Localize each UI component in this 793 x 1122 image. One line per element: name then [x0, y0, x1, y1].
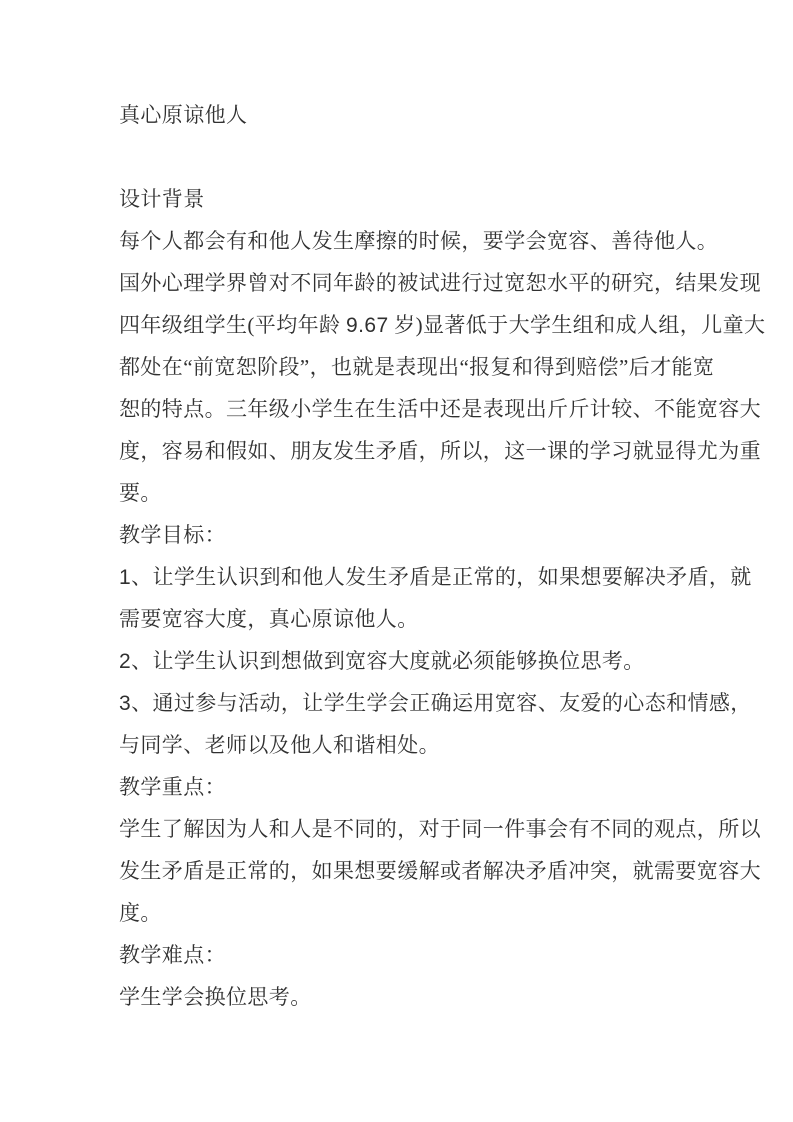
text-line: 度，容易和假如、朋友发生矛盾，所以，这一课的学习就显得尤为重 — [119, 439, 761, 463]
text-line: 度。 — [119, 901, 162, 925]
text-line: 学生学会换位思考。 — [119, 985, 312, 1009]
text-line: 恕的特点。三年级小学生在生活中还是表现出斤斤计较、不能宽容大 — [119, 397, 761, 421]
text-line: 2、让学生认识到想做到宽容大度就必须能够换位思考。 — [119, 649, 645, 673]
section-heading: 设计背景 — [119, 187, 205, 211]
numeral: 9.67 — [346, 314, 389, 337]
text-line: 发生矛盾是正常的，如果想要缓解或者解决矛盾冲突，就需要宽容大 — [119, 859, 761, 883]
blank-line — [119, 136, 679, 178]
text-line: 每个人都会有和他人发生摩擦的时候，要学会宽容、善待他人。 — [119, 229, 719, 253]
text-line: 学生了解因为人和人是不同的，对于同一件事会有不同的观点，所以 — [119, 817, 761, 841]
text-line: 与同学、老师以及他人和谐相处。 — [119, 733, 440, 757]
text-line: 四年级组学生(平均年龄 9.67 岁)显著低于大学生组和成人组，儿童大 — [119, 313, 766, 337]
section-heading: 教学难点： — [119, 943, 226, 967]
document-text-block — [119, 94, 766, 1018]
text-line: 都处在“前宽恕阶段”，也就是表现出“报复和得到赔偿”后才能宽 — [119, 355, 715, 379]
text-line: 需要宽容大度，真心原谅他人。 — [119, 607, 419, 631]
text-line: 要。 — [119, 481, 162, 505]
section-heading: 教学目标： — [119, 523, 226, 547]
numeral: 3 — [119, 692, 132, 715]
section-heading: 教学重点： — [119, 775, 226, 799]
numeral: 1 — [119, 566, 132, 589]
numeral: 2 — [119, 650, 132, 673]
text-line: 国外心理学界曾对不同年龄的被试进行过宽恕水平的研究，结果发现 — [119, 271, 761, 295]
text-line: 1、让学生认识到和他人发生矛盾是正常的，如果想要解决矛盾，就 — [119, 565, 752, 589]
text-line: 3、通过参与活动，让学生学会正确运用宽容、友爱的心态和情感， — [119, 691, 752, 715]
document-title: 真心原谅他人 — [119, 103, 248, 127]
